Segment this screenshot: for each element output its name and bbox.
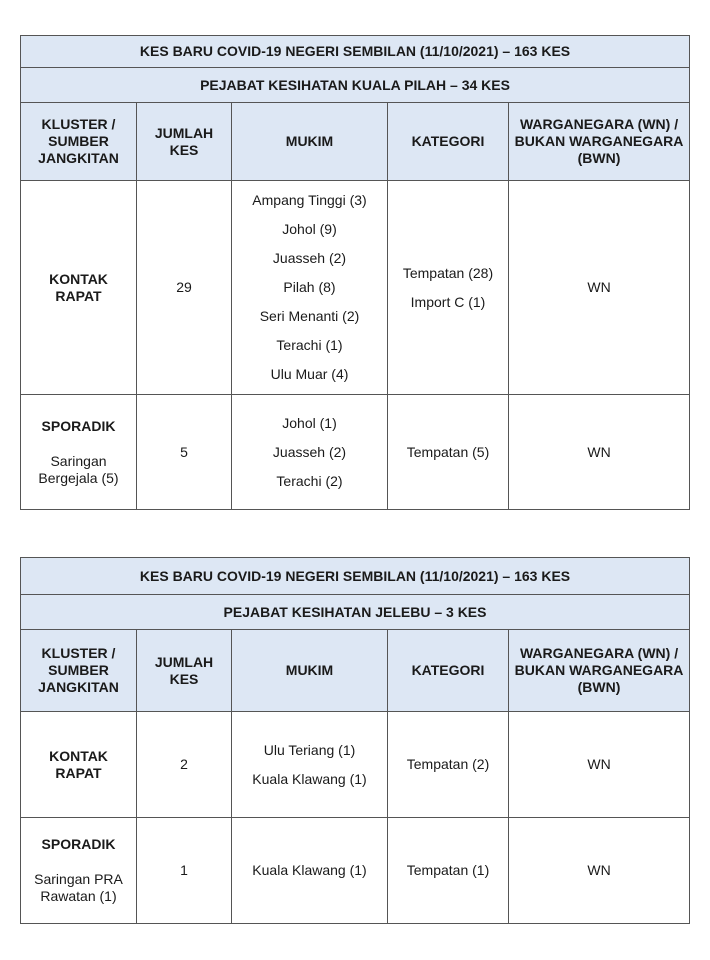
category-cell (388, 712, 509, 818)
category-cell (388, 818, 509, 924)
table-row (21, 818, 690, 924)
category-cell (388, 395, 509, 510)
mukim-item: Johol (1) (282, 414, 337, 431)
mukim-item: Terachi (2) (276, 472, 343, 489)
cluster-cell (21, 181, 137, 395)
table-row (21, 181, 690, 395)
mukim-item: Seri Menanti (2) (259, 308, 360, 324)
header-citizenship: WARGANEGARA (WN) / BUKAN WARGANEGARA (BWN) (509, 103, 690, 181)
office-heading: PEJABAT KESIHATAN JELEBU – 3 KES (21, 595, 690, 630)
mukim-item: Ulu Teriang (1) (263, 741, 356, 758)
total-cases-cell: 2 (137, 712, 232, 818)
case-table-kuala-pilah (20, 35, 690, 510)
mukim-cell (232, 712, 388, 818)
cluster-name: KONTAK RAPAT (49, 270, 108, 304)
header-citizenship: WARGANEGARA (WN) / BUKAN WARGANEGARA (BWN) (509, 630, 690, 712)
citizenship-cell: WN (509, 712, 690, 818)
cluster-subsource: Saringan PRA Rawatan (1) (34, 871, 123, 904)
mukim-item: Ulu Muar (4) (270, 366, 349, 382)
cluster-name: SPORADIK (41, 417, 116, 434)
header-mukim: MUKIM (232, 630, 388, 712)
case-table-jelebu (20, 557, 690, 924)
mukim-item: Pilah (8) (283, 279, 336, 295)
cluster-subsource: Saringan Bergejala (5) (38, 452, 119, 486)
header-category: KATEGORI (388, 103, 509, 181)
header-mukim: MUKIM (232, 103, 388, 181)
table-row (21, 395, 690, 510)
category-item: Tempatan (5) (406, 443, 490, 460)
mukim-item: Juasseh (2) (272, 250, 347, 266)
citizenship-cell: WN (509, 818, 690, 924)
category-item: Import C (1) (410, 293, 486, 310)
citizenship-cell: WN (509, 395, 690, 510)
header-cluster: KLUSTER / SUMBER JANGKITAN (21, 103, 137, 181)
mukim-cell (232, 181, 388, 395)
citizenship-cell: WN (509, 181, 690, 395)
total-cases-cell: 29 (137, 181, 232, 395)
category-item: Tempatan (28) (402, 264, 494, 281)
table-title: KES BARU COVID-19 NEGERI SEMBILAN (11/10/2021) – 163 KES (21, 558, 690, 595)
mukim-item: Juasseh (2) (272, 443, 347, 460)
category-cell (388, 181, 509, 395)
header-total-cases: JUMLAH KES (137, 630, 232, 712)
mukim-cell (232, 818, 388, 924)
total-cases-cell: 5 (137, 395, 232, 510)
cluster-cell (21, 818, 137, 924)
header-cluster: KLUSTER / SUMBER JANGKITAN (21, 630, 137, 712)
total-cases-cell: 1 (137, 818, 232, 924)
office-heading: PEJABAT KESIHATAN KUALA PILAH – 34 KES (21, 68, 690, 103)
cluster-name: SPORADIK (41, 836, 116, 852)
cluster-name: KONTAK RAPAT (49, 747, 108, 781)
header-total-cases: JUMLAH KES (137, 103, 232, 181)
mukim-item: Ampang Tinggi (3) (252, 192, 367, 208)
header-category: KATEGORI (388, 630, 509, 712)
cluster-cell (21, 395, 137, 510)
category-item: Tempatan (2) (406, 756, 490, 772)
mukim-item: Terachi (1) (276, 337, 343, 353)
table-title: KES BARU COVID-19 NEGERI SEMBILAN (11/10/2021) – 163 KES (21, 36, 690, 68)
mukim-item: Kuala Klawang (1) (252, 862, 367, 878)
mukim-item: Johol (9) (282, 221, 337, 237)
table-row (21, 712, 690, 818)
mukim-cell (232, 395, 388, 510)
cluster-cell (21, 712, 137, 818)
category-item: Tempatan (1) (406, 862, 490, 878)
mukim-item: Kuala Klawang (1) (252, 770, 367, 787)
